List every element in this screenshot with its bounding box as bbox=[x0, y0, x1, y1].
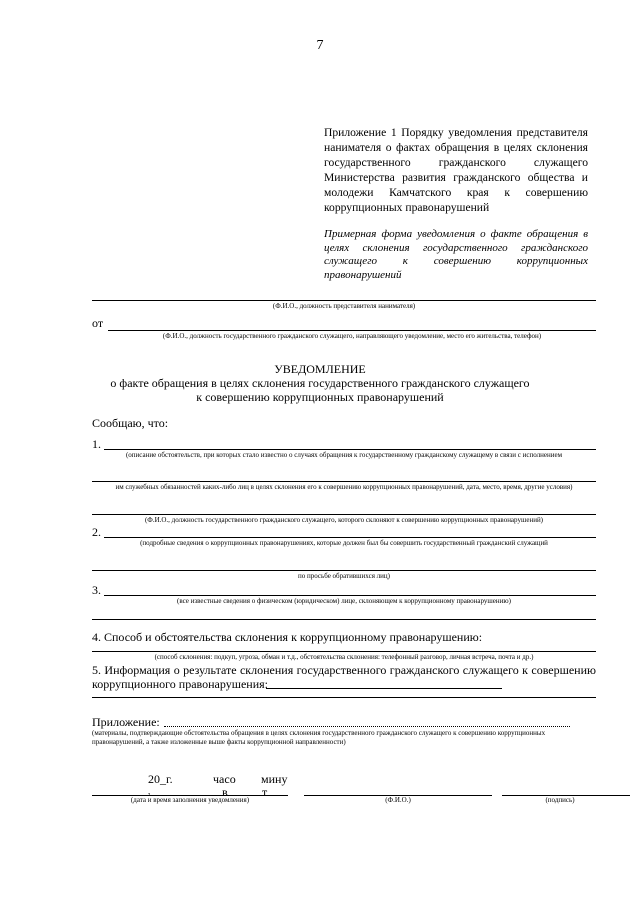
intro-text: Сообщаю, что: bbox=[92, 416, 169, 430]
sender-caption: (Ф.И.О., должность государственного гражданского служащего, направляющего уведомление, место его жительства, телефон) bbox=[162, 332, 542, 340]
item2-line-b bbox=[92, 570, 596, 571]
item1-caption-a: (описание обстоятельств, при которых стало известно о случаях обращения к государственному гражданскому служащему в связи с исполнением bbox=[125, 451, 563, 459]
item4-caption: (способ склонения: подкуп, угроза, обман и т.д., обстоятельства склонения: телефонный разговор, личная встреча, почта и др.) bbox=[154, 653, 534, 661]
item2-caption-b: по просьбе обратившихся лиц) bbox=[298, 572, 390, 580]
item3-caption: (все известные сведения о физическом (юридическом) лице, склоняющем к коррупционному правонарушению) bbox=[177, 597, 511, 605]
item2-line-a bbox=[104, 537, 596, 538]
item2-caption-a: (подробные сведения о коррупционных правонарушениях, которые должен был бы совершить государственный гражданский служащий bbox=[140, 539, 548, 547]
document-subtitle-2: к совершению коррупционных правонарушений bbox=[196, 390, 444, 404]
hours-label-bottom: в bbox=[222, 785, 228, 799]
hours-label-top: часо bbox=[213, 772, 236, 786]
employer-caption: (Ф.И.О., должность представителя нанимателя) bbox=[272, 302, 416, 310]
employer-line bbox=[92, 300, 596, 301]
item1-caption-c: (Ф.И.О., должность государственного гражданского служащего, которого склоняют к совершению коррупционных правонарушений) bbox=[144, 516, 544, 524]
minutes-label-top: мину bbox=[261, 772, 288, 786]
from-label: от bbox=[92, 316, 104, 330]
name-caption: (Ф.И.О.) bbox=[385, 796, 411, 804]
item3-line-b bbox=[92, 619, 596, 620]
minutes-label-bottom: т bbox=[262, 785, 268, 799]
item1-caption-b: им служебных обязанностей каких-либо лиц в целях склонения его к совершению коррупционных правонарушений, дата, место, время, другие условия) bbox=[115, 483, 573, 491]
signature-caption: (подпись) bbox=[545, 796, 575, 804]
item3-line-a bbox=[104, 595, 596, 596]
item1-line-b bbox=[92, 481, 596, 482]
item2-number: 2. bbox=[92, 525, 101, 539]
item4-line bbox=[92, 651, 596, 652]
page-number: 7 bbox=[316, 38, 324, 53]
attachment-dotted-line bbox=[164, 726, 570, 727]
document-subtitle-1: о факте обращения в целях склонения государственного гражданского служащего bbox=[110, 376, 530, 390]
item5-text: 5. Информация о результате склонения государственного гражданского служащего к совершению коррупционного правонарушения: bbox=[92, 663, 596, 691]
sender-line bbox=[108, 330, 596, 331]
item5-line bbox=[92, 697, 596, 698]
item1-number: 1. bbox=[92, 437, 101, 451]
appendix-heading: Приложение 1 Порядку уведомления представителя нанимателя о фактах обращения в целях склонения государственного гражданского служащего Министерства развития гражданского общества и молодежи Камчатского края к совершению коррупционных правонарушений bbox=[324, 126, 588, 214]
item1-line-a bbox=[104, 449, 596, 450]
year-text: 20_г. bbox=[148, 772, 173, 786]
attachment-caption: (материалы, подтверждающие обстоятельства обращения в целях склонения государственного гражданского служащего к совершению коррупционных правонарушений, а также изложенные выше факты коррупционной направленности) bbox=[92, 729, 546, 746]
item5-answer-line bbox=[266, 688, 502, 689]
item4-text: 4. Способ и обстоятельства склонения к коррупционному правонарушению: bbox=[92, 630, 483, 644]
attachment-label: Приложение: bbox=[92, 715, 160, 729]
appendix-form-note: Примерная форма уведомления о факте обращения в целях склонения государственного гражданского служащего к совершению коррупционных правонарушений bbox=[324, 228, 588, 281]
item3-number: 3. bbox=[92, 583, 101, 597]
item1-line-c bbox=[92, 514, 596, 515]
date-comma: , bbox=[148, 786, 151, 796]
document-title: УВЕДОМЛЕНИЕ bbox=[274, 362, 366, 376]
date-caption: (дата и время заполнения уведомления) bbox=[130, 796, 250, 804]
